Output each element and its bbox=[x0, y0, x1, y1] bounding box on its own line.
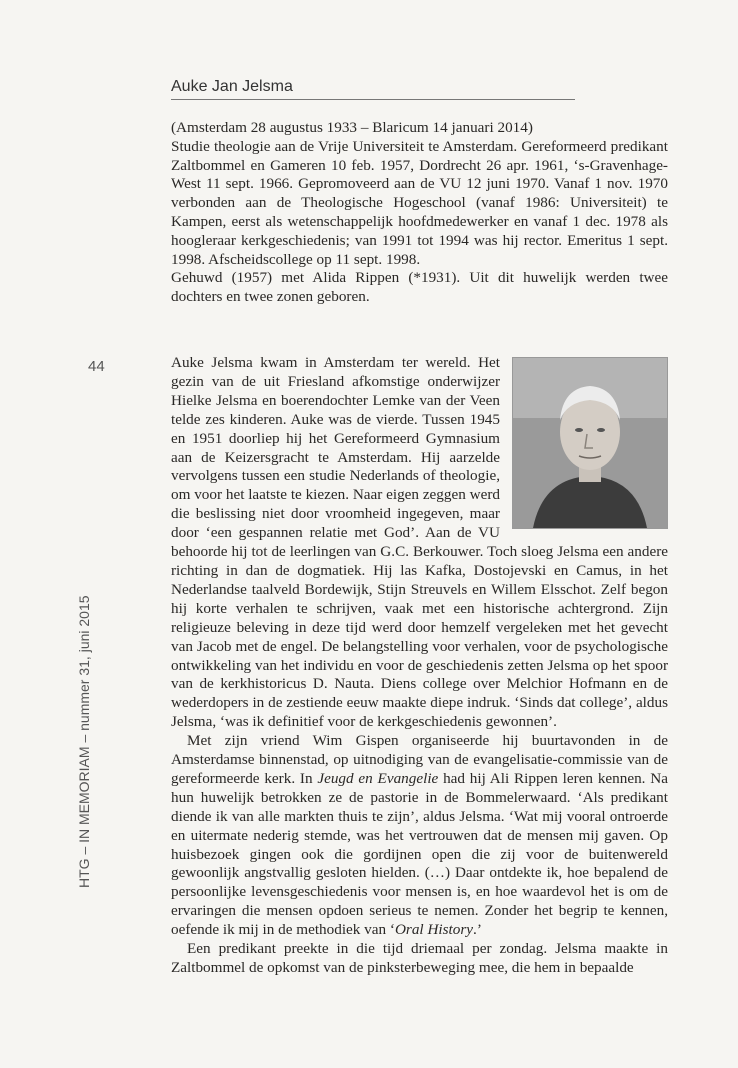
biographical-summary bbox=[171, 119, 668, 307]
bio-family: Gehuwd (1957) met Alida Rippen (*1931). Uit dit huwelijk werden twee dochters en twee zonen geboren. bbox=[171, 269, 668, 306]
bio-career: Studie theologie aan de Vrije Universiteit te Amsterdam. Gereformeerd predikant Zaltbommel en Gameren 10 feb. 1957, Dordrecht 26 apr. 1961, ‘s-Gravenhage-West 11 sept. 1966. Gepromoveerd aan de VU 12 juni 1970. Vanaf 1 nov. 1970 verbonden aan de Theologische Hogeschool (vanaf 1986: Universiteit) te Kampen, eerst als wetenschappelijk hoofdmedewerker en vanaf 1 dec. 1978 als hoogleraar kerkgeschiedenis; van 1991 tot 1994 was hij rector. Emeritus 1 sept. 1998. Afscheidscollege op 11 sept. 1998. bbox=[171, 137, 668, 268]
article-title: Auke Jan Jelsma bbox=[171, 78, 575, 100]
paragraph-2-italic-title: Jeugd en Evangelie bbox=[317, 769, 439, 787]
paragraph-1: Auke Jelsma kwam in Amsterdam ter wereld. Het gezin van de uit Friesland afkomstige onderwijzer Hielke Jelsma en boerendochter Lemke van der Veen telde zes kinderen. Auke was de vierde. Tussen 1945 en 1951 doorliep hij het Gereformeerd Gymnasium aan de Keizersgracht te Amsterdam. Hij aarzelde vervolgens tussen een studie Nederlands of theologie, om voor het laatste te kiezen. Naar eigen zeggen werd die beslissing niet door vroomheid ingegeven, maar door ‘een gespannen relatie met God’. Aan de VU behoorde hij tot de leerlingen van G.C. Berkouwer. Toch sloeg Jelsma een andere richting in dan de dogmatiek. Hij las Kafka, Dostojevski en Camus, in het Nederlandse taalveld Bordewijk, Stijn Streuvels en Willem Elsschot. Zelf begon hij korte verhalen te schrijven, vaak met een historische achtergrond. Zijn religieuze beleving in deze tijd werd door hemzelf vergeleken met het gevecht van Jacob met de engel. De belangstelling voor verhalen, voor de psychologische ontwikkeling van het individu en voor de geschiedenis zetten Jelsma op het spoor van de kerkhistoricus D. Nauta. Diens college over Melchior Hofmann en de wederdopers in de zestiende eeuw maakte diepe indruk. ‘Sinds dat college’, aldus Jelsma, ‘was ik definitief voor de kerkgeschiedenis gewonnen’. bbox=[171, 354, 668, 731]
paragraph-2-text-c: .’ bbox=[473, 921, 482, 939]
bio-dates: (Amsterdam 28 augustus 1933 – Blaricum 14 januari 2014) bbox=[171, 119, 533, 136]
article-body bbox=[171, 354, 668, 978]
paragraph-2-italic-oral-history: Oral History bbox=[394, 921, 474, 939]
paragraph-2 bbox=[171, 732, 668, 940]
paragraph-3: Een predikant preekte in die tijd driemaal per zondag. Jelsma maakte in Zaltbommel de opkomst van de pinksterbeweging mee, die hem in bepaalde bbox=[171, 940, 668, 976]
portrait-photo bbox=[512, 357, 668, 529]
running-title: HTG – IN MEMORIAM – nummer 31, juni 2015 bbox=[76, 595, 92, 888]
page-number: 44 bbox=[88, 358, 105, 375]
portrait-photo-icon bbox=[513, 358, 667, 528]
paragraph-2-text-a: Met zijn vriend Wim Gispen organiseerde hij buurtavonden in de Amsterdamse binnenstad, op uitnodiging van de evangelisatie-commissie van de gereformeerde kerk. In bbox=[171, 732, 668, 787]
paragraph-2-text-b: had hij Ali Rippen leren kennen. Na hun huwelijk betrokken ze de pastorie in de Bommelerwaard. ‘Als predikant diende ik van alle markten thuis te zijn’, aldus Jelsma. ‘Wat mij vooral ontroerde en uitermate nederig stemde, was het vertrouwen dat de mensen mij gaven. Op huisbezoek gingen ook die gordijnen open die zij voor de buitenwereld gewoonlijk angstvallig gesloten hielden. (…) Daar ontdekte ik, hoe bepalend de persoonlijke levensgeschiedenis voor mensen is, en hoe waardevol het is om de ervaringen die mensen opdoen serieus te nemen. Zonder het begrip te kennen, oefende ik mij in de methodiek van ‘ bbox=[171, 769, 668, 939]
